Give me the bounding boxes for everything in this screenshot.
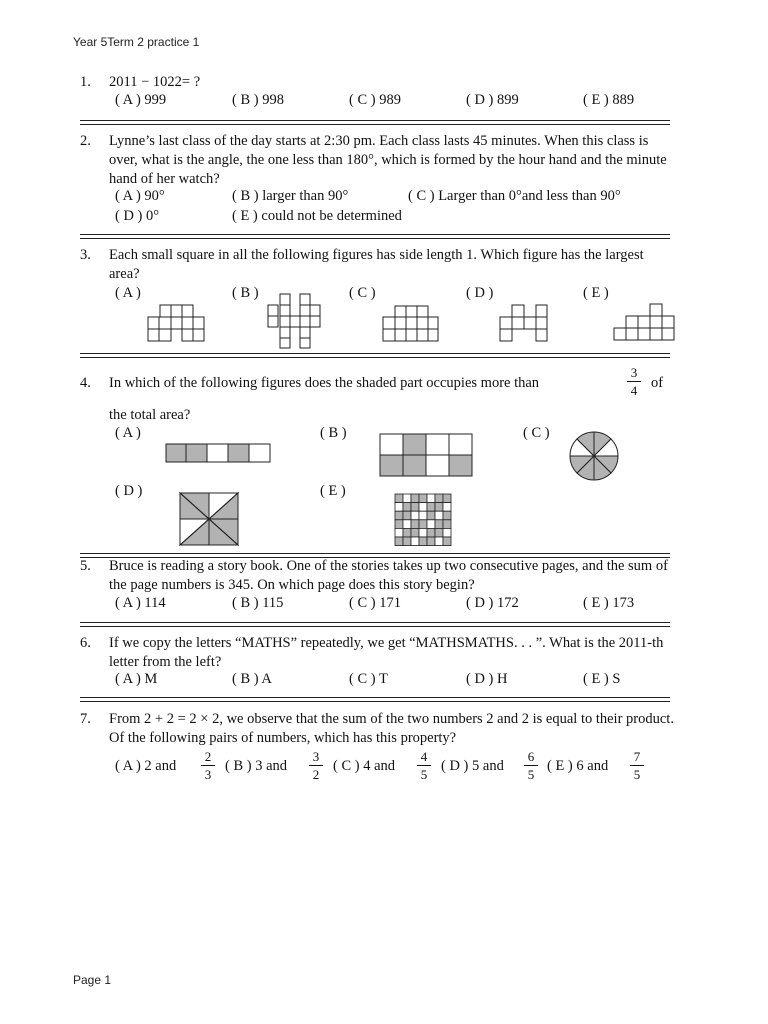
grid-cell — [403, 537, 411, 546]
grid-cell — [419, 520, 427, 529]
question-number: 7. — [80, 711, 91, 727]
page-header: Year 5Term 2 practice 1 — [73, 35, 200, 49]
divider — [80, 357, 670, 358]
divider — [80, 626, 670, 627]
grid-cell — [427, 520, 435, 529]
grid-cell — [435, 503, 443, 512]
grid-cell — [443, 537, 451, 546]
option-c[interactable]: ( C ) — [349, 285, 376, 301]
grid-cell — [435, 537, 443, 546]
divider — [80, 124, 670, 125]
option-b[interactable]: ( B ) 998 — [232, 92, 284, 108]
figure-4e-grid[interactable] — [393, 492, 453, 548]
grid-cell — [443, 503, 451, 512]
grid-cell — [435, 511, 443, 520]
question-text: In which of the following figures does the shaded part occupies more than — [109, 375, 540, 391]
figure-e[interactable] — [610, 302, 678, 344]
question-text-line2: the total area? — [109, 407, 191, 423]
question-number: 4. — [80, 375, 91, 391]
grid-cell — [419, 494, 427, 503]
grid-cell — [403, 494, 411, 503]
option-c[interactable]: ( C ) 4 and — [333, 758, 396, 774]
question-text-of: of — [651, 375, 664, 391]
option-d[interactable]: ( D ) — [466, 285, 494, 301]
option-c[interactable]: ( C ) — [523, 425, 550, 441]
grid-cell — [403, 503, 411, 512]
grid-cell — [395, 520, 403, 529]
question-2 — [80, 132, 680, 192]
question-number: 6. — [80, 635, 91, 651]
grid-cell — [443, 528, 451, 537]
figure-a[interactable] — [145, 303, 207, 343]
question-3 — [80, 246, 680, 286]
option-b[interactable]: ( B ) — [232, 285, 259, 301]
grid-cell — [443, 511, 451, 520]
option-d[interactable]: ( D ) 172 — [466, 595, 519, 611]
grid-cell — [411, 537, 419, 546]
grid-cell — [427, 511, 435, 520]
figure-4c-circle[interactable] — [568, 430, 620, 482]
grid-cell — [395, 537, 403, 546]
question-number: 2. — [80, 133, 91, 149]
figure-d[interactable] — [494, 303, 554, 343]
question-text: Each small square in all the following figures has side length 1. Which figure has the largest area? — [109, 247, 644, 282]
question-7 — [80, 710, 680, 750]
option-e[interactable]: ( E ) 889 — [583, 92, 635, 108]
option-d[interactable]: ( D ) 5 and — [441, 758, 504, 774]
option-a[interactable]: ( A ) — [115, 285, 141, 301]
grid-cell — [403, 511, 411, 520]
question-text: If we copy the letters “MATHS” repeatedly, we get “MATHSMATHS. . . ”. What is the 2011-th letter from the left? — [109, 635, 664, 670]
option-d[interactable]: ( D ) 0° — [115, 208, 160, 224]
fraction-three-quarters: 3 4 — [627, 365, 641, 398]
option-b[interactable]: ( B ) larger than 90° — [232, 188, 349, 204]
figure-4b-grid[interactable] — [378, 432, 474, 478]
fraction-option-d: 6 5 — [524, 749, 538, 782]
grid-cell — [427, 503, 435, 512]
grid-cell — [411, 494, 419, 503]
grid-cell — [403, 528, 411, 537]
fraction-option-a: 2 3 — [201, 749, 215, 782]
grid-cell — [411, 528, 419, 537]
option-e[interactable]: ( E ) — [583, 285, 609, 301]
figure-c[interactable] — [380, 304, 440, 344]
grid-cell — [435, 528, 443, 537]
grid-cell — [411, 520, 419, 529]
option-b[interactable]: ( B ) A — [232, 671, 272, 687]
grid-cell — [395, 511, 403, 520]
divider — [80, 622, 670, 623]
option-d[interactable]: ( D ) H — [466, 671, 508, 687]
option-c[interactable]: ( C ) 171 — [349, 595, 401, 611]
option-d[interactable]: ( D ) 899 — [466, 92, 519, 108]
option-b[interactable]: ( B ) 115 — [232, 595, 284, 611]
grid-cell — [427, 494, 435, 503]
option-a[interactable]: ( A ) 90° — [115, 188, 165, 204]
grid-cell — [435, 520, 443, 529]
option-a[interactable]: ( A ) — [115, 425, 141, 441]
grid-cell — [419, 511, 427, 520]
fraction-option-c: 4 5 — [417, 749, 431, 782]
option-e[interactable]: ( E ) 6 and — [547, 758, 609, 774]
grid-cell — [411, 503, 419, 512]
fraction-option-e: 7 5 — [630, 749, 644, 782]
question-text: Bruce is reading a story book. One of the stories takes up two consecutive pages, and the sum of the page numbers is 345. On which page does this story begin? — [109, 558, 668, 593]
grid-cell — [411, 511, 419, 520]
divider — [80, 701, 670, 702]
question-number: 1. — [80, 74, 91, 90]
divider — [80, 553, 670, 554]
option-d[interactable]: ( D ) — [115, 483, 143, 499]
grid-cell — [443, 520, 451, 529]
option-a[interactable]: ( A ) 999 — [115, 92, 167, 108]
divider — [80, 238, 670, 239]
divider — [80, 120, 670, 121]
grid-cell — [443, 494, 451, 503]
question-number: 5. — [80, 558, 91, 574]
option-b[interactable]: ( B ) — [320, 425, 347, 441]
question-6 — [80, 634, 680, 674]
grid-cell — [403, 520, 411, 529]
option-e[interactable]: ( E ) S — [583, 671, 621, 687]
fraction-option-b: 3 2 — [309, 749, 323, 782]
question-text: 2011 − 1022= ? — [109, 74, 201, 90]
page-footer: Page 1 — [73, 973, 112, 987]
option-c[interactable]: ( C ) T — [349, 671, 388, 687]
option-c[interactable]: ( C ) Larger than 0°and less than 90° — [408, 188, 621, 204]
option-c[interactable]: ( C ) 989 — [349, 92, 401, 108]
grid-cell — [395, 528, 403, 537]
option-b[interactable]: ( B ) 3 and — [225, 758, 288, 774]
question-text: Lynne’s last class of the day starts at 2:30 pm. Each class lasts 45 minutes. When this class is over, what is the angle, the one less than 180°, which is formed by the hour hand and the minute hand of her watch? — [109, 133, 667, 187]
question-number: 3. — [80, 247, 91, 263]
question-text: From 2 + 2 = 2 × 2, we observe that the sum of the two numbers 2 and 2 is equal to their product. Of the following pairs of numbers, which has this property? — [109, 711, 674, 746]
option-a[interactable]: ( A ) 114 — [115, 595, 166, 611]
question-5 — [80, 557, 680, 597]
option-e[interactable]: ( E ) 173 — [583, 595, 635, 611]
grid-cell — [427, 528, 435, 537]
grid-cell — [395, 503, 403, 512]
question-4 — [80, 374, 680, 434]
divider — [80, 697, 670, 698]
divider — [80, 353, 670, 354]
figure-b[interactable] — [266, 292, 326, 350]
figure-4a-strip[interactable] — [164, 442, 272, 464]
grid-cell — [395, 494, 403, 503]
option-a[interactable]: ( A ) 2 and — [115, 758, 177, 774]
option-e[interactable]: ( E ) — [320, 483, 346, 499]
grid-cell — [419, 503, 427, 512]
grid-cell — [419, 537, 427, 546]
option-e[interactable]: ( E ) could not be determined — [232, 208, 402, 224]
grid-cell — [427, 537, 435, 546]
divider — [80, 234, 670, 235]
option-a[interactable]: ( A ) M — [115, 671, 158, 687]
figure-4d-square[interactable] — [178, 491, 240, 547]
grid-cell — [435, 494, 443, 503]
grid-cell — [419, 528, 427, 537]
